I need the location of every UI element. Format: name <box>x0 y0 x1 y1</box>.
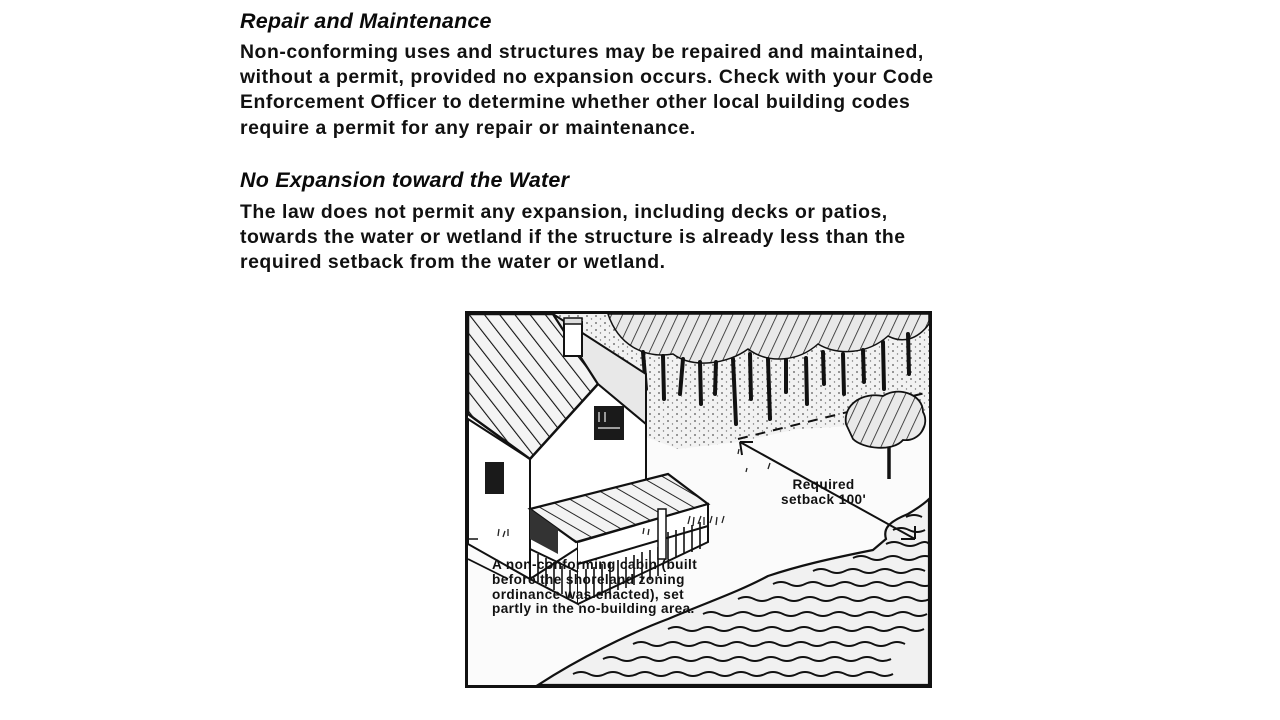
heading-no-expansion-toward-water: No Expansion toward the Water <box>240 168 570 192</box>
paragraph-line: towards the water or wetland if the structure is already less than the <box>240 226 906 249</box>
paragraph-line: The law does not permit any expansion, including decks or patios, <box>240 201 888 223</box>
cabin-caption-line: ordinance was enacted), set <box>492 586 685 602</box>
cabin-caption-line: before the shoreland zoning <box>492 571 685 587</box>
paragraph-line: Enforcement Officer to determine whether other local building codes <box>240 91 911 114</box>
paragraph-line: require a permit for any repair or maintenance. <box>240 116 696 139</box>
paragraph-repair-and-maintenance <box>240 40 934 141</box>
setback-label-line: Required <box>792 477 855 492</box>
cabin-caption-line: A non-conforming cabin (built <box>492 557 698 572</box>
paragraph-line: Non-conforming uses and structures may be repaired and maintained, <box>240 41 924 63</box>
paragraph-line: without a permit, provided no expansion occurs. Check with your Code <box>240 66 934 89</box>
setback-label-line: setback 100' <box>781 491 867 507</box>
cabin-caption <box>492 558 697 617</box>
shoreland-setback-illustration <box>465 311 932 688</box>
cabin-caption-line: partly in the no-building area. <box>492 601 695 617</box>
paragraph-no-expansion-toward-water <box>240 200 906 276</box>
setback-label <box>781 478 866 508</box>
paragraph-line: required setback from the water or wetland. <box>240 251 666 274</box>
heading-repair-and-maintenance: Repair and Maintenance <box>240 9 492 33</box>
